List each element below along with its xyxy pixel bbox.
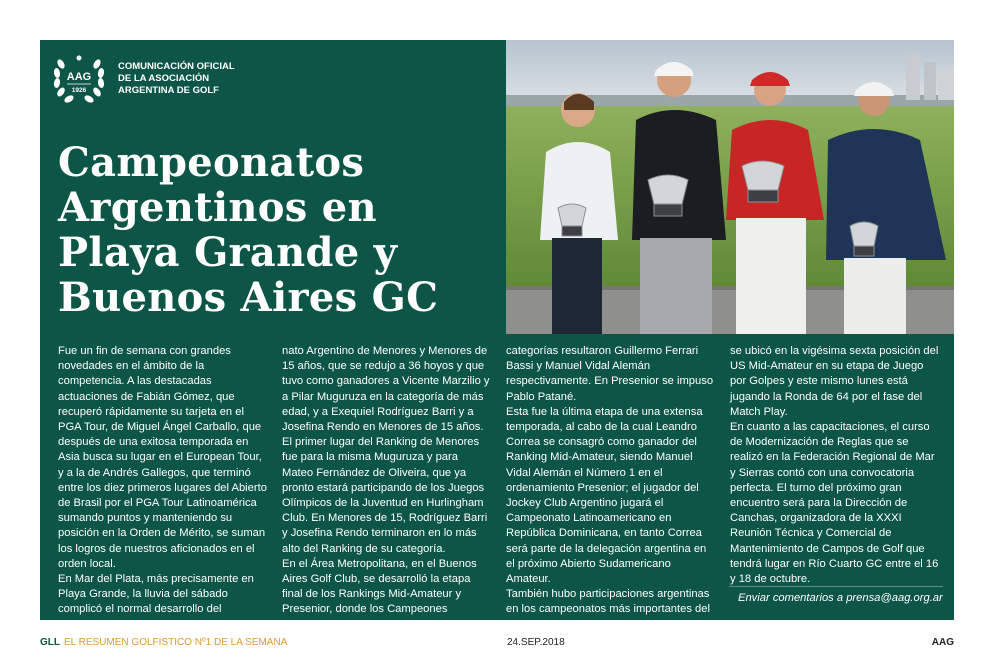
- paragraph: nato Argentino de Menores y Menores de 15 años, que se redujo a 36 hoyos y que tuvo como ganadores a Vicente Marzilio y a Pilar Muguruza en la categoría de más edad, y a Exequiel Rodríguez Barri y a Josefina Rendo en Menores de 15 años.: [282, 345, 490, 434]
- org-line-1: COMUNICACIÓN OFICIAL: [118, 61, 235, 72]
- body-column-4: [730, 344, 940, 614]
- masthead: [52, 52, 235, 106]
- paragraph: El primer lugar del Ranking de Menores fue para la misma Muguruza y para Mateo Fernández de Oliveira, que ya pronto estará participando de los Juegos Olímpicos de la Juventud en Hurlingham Club. En Menores de 15, Rodríguez Barri y Josefina Rendo terminaron en lo más alto del Ranking de su categoría.: [282, 436, 488, 555]
- body-column-2: [282, 344, 492, 631]
- aag-laurel-logo: [52, 52, 106, 106]
- title-line-2: Argentinos en: [58, 184, 377, 231]
- feedback-link[interactable]: Enviar comentarios a prensa@aag.org.ar: [738, 592, 943, 604]
- footer-brand: GLL: [40, 636, 60, 648]
- org-line-3: ARGENTINA DE GOLF: [118, 85, 219, 96]
- footer-tagline: EL RESUMEN GOLFISTICO Nº1 DE LA SEMANA: [64, 636, 288, 648]
- article-title: [58, 140, 498, 320]
- paragraph: En cuanto a las capacitaciones, el curso de Modernización de Reglas que se realizó en la Federación Regional de Mar y Sierras contó con una convocatoria perfecta. El turno del próximo gran encuentro será para la Dirección de Canchas, organizadora de la XXXI Reunión Técnica y Comercial de Mantenimiento de Campos de Golf que tendrá lugar en Río Cuarto GC entre el 16 y 18 de octubre.: [730, 421, 939, 586]
- title-line-1: Campeonatos: [58, 139, 365, 186]
- paragraph: categorías resultaron Guillermo Ferrari Bassi y Manuel Vidal Alemán respectivamente. En Presenior se impuso Pablo Patané.: [506, 345, 714, 403]
- body-column-3: [506, 344, 716, 631]
- paragraph: En el Área Metropolitana, en el Buenos Aires Golf Club, se desarrolló la etapa final de los Rankings Mid-Amateur y Presenior, donde los Campeones Argentinos de ambas: [282, 557, 477, 631]
- paragraph: Esta fue la última etapa de una extensa temporada, al cabo de la cual Leandro Correa se consagró como ganador del Ranking Mid-Amateur, siendo Manuel Vidal Alemán el Número 1 en el ordenamiento Presenior; el jugador del Jockey Club Argentino jugará el Campeonato Latinoamericano en República Dominicana, en tanto Correa será parte de la delegación argentina en el próximo Abierto Sudamericano Amateur.: [506, 405, 707, 586]
- paragraph: También hubo participaciones argentinas en los campeonatos más importantes del mundo. Andrés Schönbaum (h): [506, 588, 710, 631]
- article-body: [58, 344, 942, 631]
- winners-photo: [506, 40, 954, 334]
- title-line-4: Buenos Aires GC: [58, 274, 439, 321]
- body-column-1: [58, 344, 268, 631]
- logo-year: 1926: [71, 87, 87, 94]
- divider: [729, 586, 943, 587]
- footer-publisher: AAG: [931, 636, 954, 648]
- paragraph: En Mar del Plata, más precisamente en Playa Grande, la lluvia del sábado complicó el normal desarrollo del Campeo-: [58, 573, 254, 631]
- page-footer: [40, 632, 954, 652]
- org-name: [118, 61, 235, 97]
- org-line-2: DE LA ASOCIACIÓN: [118, 73, 210, 84]
- paragraph: se ubicó en la vigésima sexta posición del US Mid-Amateur en su etapa de Juego por Golpes y este mismo lunes está jugando la Ronda de 64 por el fase del Match Play.: [730, 345, 939, 418]
- golfers-with-trophies-image: [506, 40, 954, 334]
- footer-date: 24.SEP.2018: [507, 636, 565, 648]
- aag-logo: [52, 52, 106, 106]
- paragraph: Fue un fin de semana con grandes novedades en el ámbito de la competencia. A las destacadas actuaciones de Fabián Gómez, que recuperó rápidamente su tarjeta en el PGA Tour, de Miguel Ángel Carballo, que después de una exitosa temporada en Asia busca su lugar en el European Tour, y a la de Andrés Gallegos, que terminó entre los diez primeros lugares del Abierto de Brasil por el PGA Tour Latinoamérica sumando puntos y manteniendo su posición en la Orden de Mérito, se suman los logros de nuestros aficionados en el orden local.: [58, 345, 267, 570]
- title-line-3: Playa Grande y: [58, 229, 398, 276]
- logo-text: AAG: [66, 71, 92, 83]
